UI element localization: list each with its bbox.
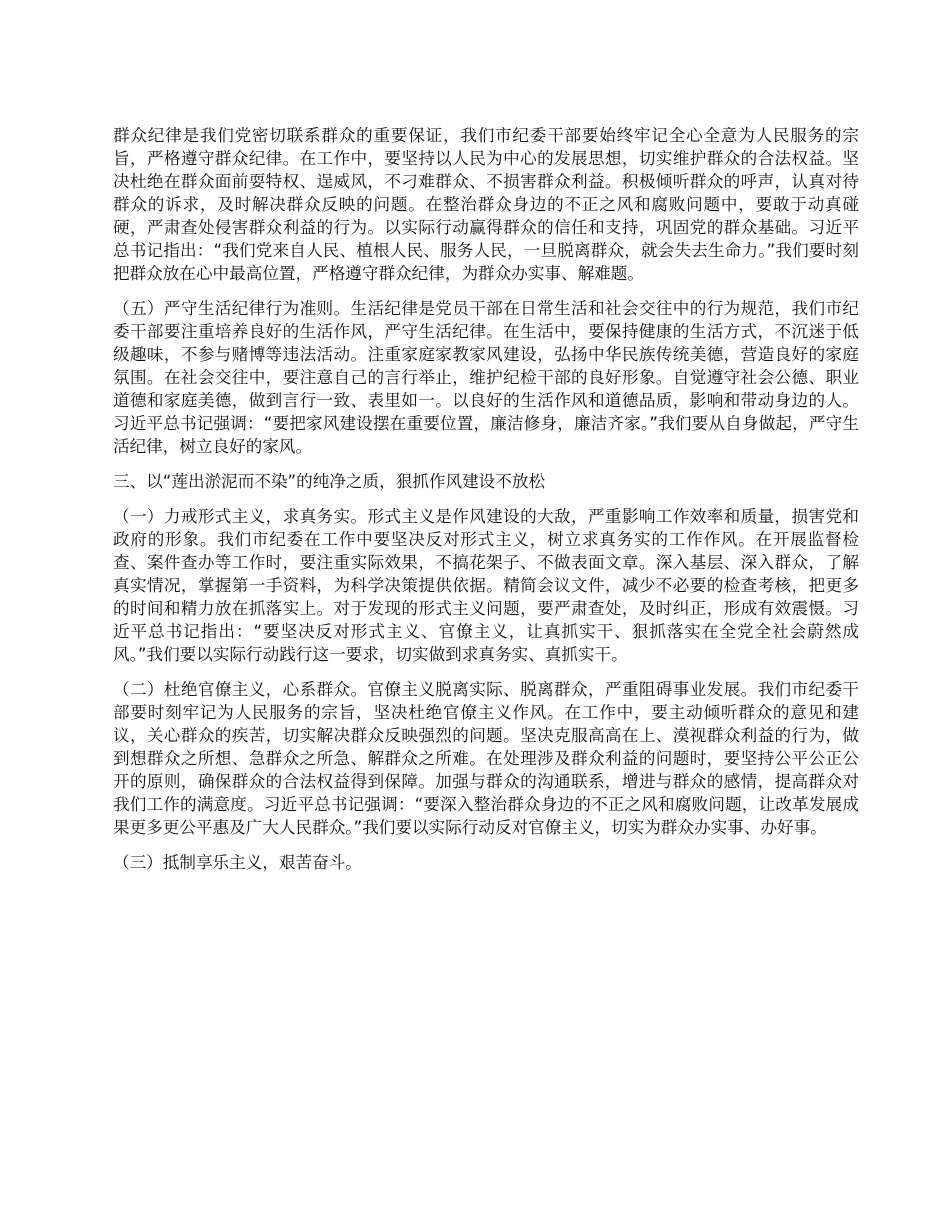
paragraph-formalism: （一）力戒形式主义，求真务实。形式主义是作风建设的大敌，严重影响工作效率和质量，损害党和政府的形象。我们市纪委在工作中要坚决反对形式主义，树立求真务实的工作作风。在开展监督检查、案件查办等工作时，要注重实际效果，不搞花架子、不做表面文章。深入基层、深入群众，了解真实情况，掌握第一手资料，为科学决策提供依据。精简会议文件，减少不必要的检查考核，把更多的时间和精力放在抓落实上。对于发现的形式主义问题，要严肃查处，及时纠正，形成有效震慑。习近平总书记指出：“要坚决反对形式主义、官僚主义，让真抓实干、狠抓落实在全党全社会蔚然成风。”我们要以实际行动践行这一要求，切实做到求真务实、真抓实干。 [113,507,859,664]
paragraph-mass-discipline: 群众纪律是我们党密切联系群众的重要保证，我们市纪委干部要始终牢记全心全意为人民服务的宗旨，严格遵守群众纪律。在工作中，要坚持以人民为中心的发展思想，切实维护群众的合法权益。坚决杜绝在群众面前耍特权、逞威风，不刁难群众、不损害群众利益。积极倾听群众的呼声，认真对待群众的诉求，及时解决群众反映的问题。在整治群众身边的不正之风和腐败问题中，要敢于动真碰硬，严肃查处侵害群众利益的行为。以实际行动赢得群众的信任和支持，巩固党的群众基础。习近平总书记指出：“我们党来自人民、植根人民、服务人民，一旦脱离群众，就会失去生命力。”我们要时刻把群众放在心中最高位置，严格遵守群众纪律，为群众办实事、解难题。 [113,126,859,283]
paragraph-bureaucratism: （二）杜绝官僚主义，心系群众。官僚主义脱离实际、脱离群众，严重阻碍事业发展。我们市纪委干部要时刻牢记为人民服务的宗旨，坚决杜绝官僚主义作风。在工作中，要主动倾听群众的意见和建议，关心群众的疾苦，切实解决群众反映强烈的问题。坚决克服高高在上、漠视群众利益的行为，做到想群众之所想、急群众之所急、解群众之所难。在处理涉及群众利益的问题时，要坚持公平公正公开的原则，确保群众的合法权益得到保障。加强与群众的沟通联系，增进与群众的感情，提高群众对我们工作的满意度。习近平总书记强调：“要深入整治群众身边的不正之风和腐败问题，让改革发展成果更多更公平惠及广大人民群众。”我们要以实际行动反对官僚主义，切实为群众办实事、办好事。 [113,680,859,837]
paragraph-hedonism-heading: （三）抵制享乐主义，艰苦奋斗。 [113,853,362,872]
paragraph-life-discipline: （五）严守生活纪律行为准则。生活纪律是党员干部在日常生活和社会交往中的行为规范，我们市纪委干部要注重培养良好的生活作风，严守生活纪律。在生活中，要保持健康的生活方式，不沉迷于低级趣味，不参与赌博等违法活动。注重家庭家教家风建设，弘扬中华民族传统美德，营造良好的家庭氛围。在社会交往中，要注意自己的言行举止，维护纪检干部的良好形象。自觉遵守社会公德、职业道德和家庭美德，做到言行一致、表里如一。以良好的生活作风和道德品质，影响和带动身边的人。习近平总书记强调：“要把家风建设摆在重要位置，廉洁修身，廉洁齐家。”我们要从自身做起，严守生活纪律，树立良好的家风。 [113,299,859,456]
section-heading-three: 三、以“莲出淤泥而不染”的纯净之质，狠抓作风建设不放松 [113,472,546,491]
document-page [113,124,859,886]
